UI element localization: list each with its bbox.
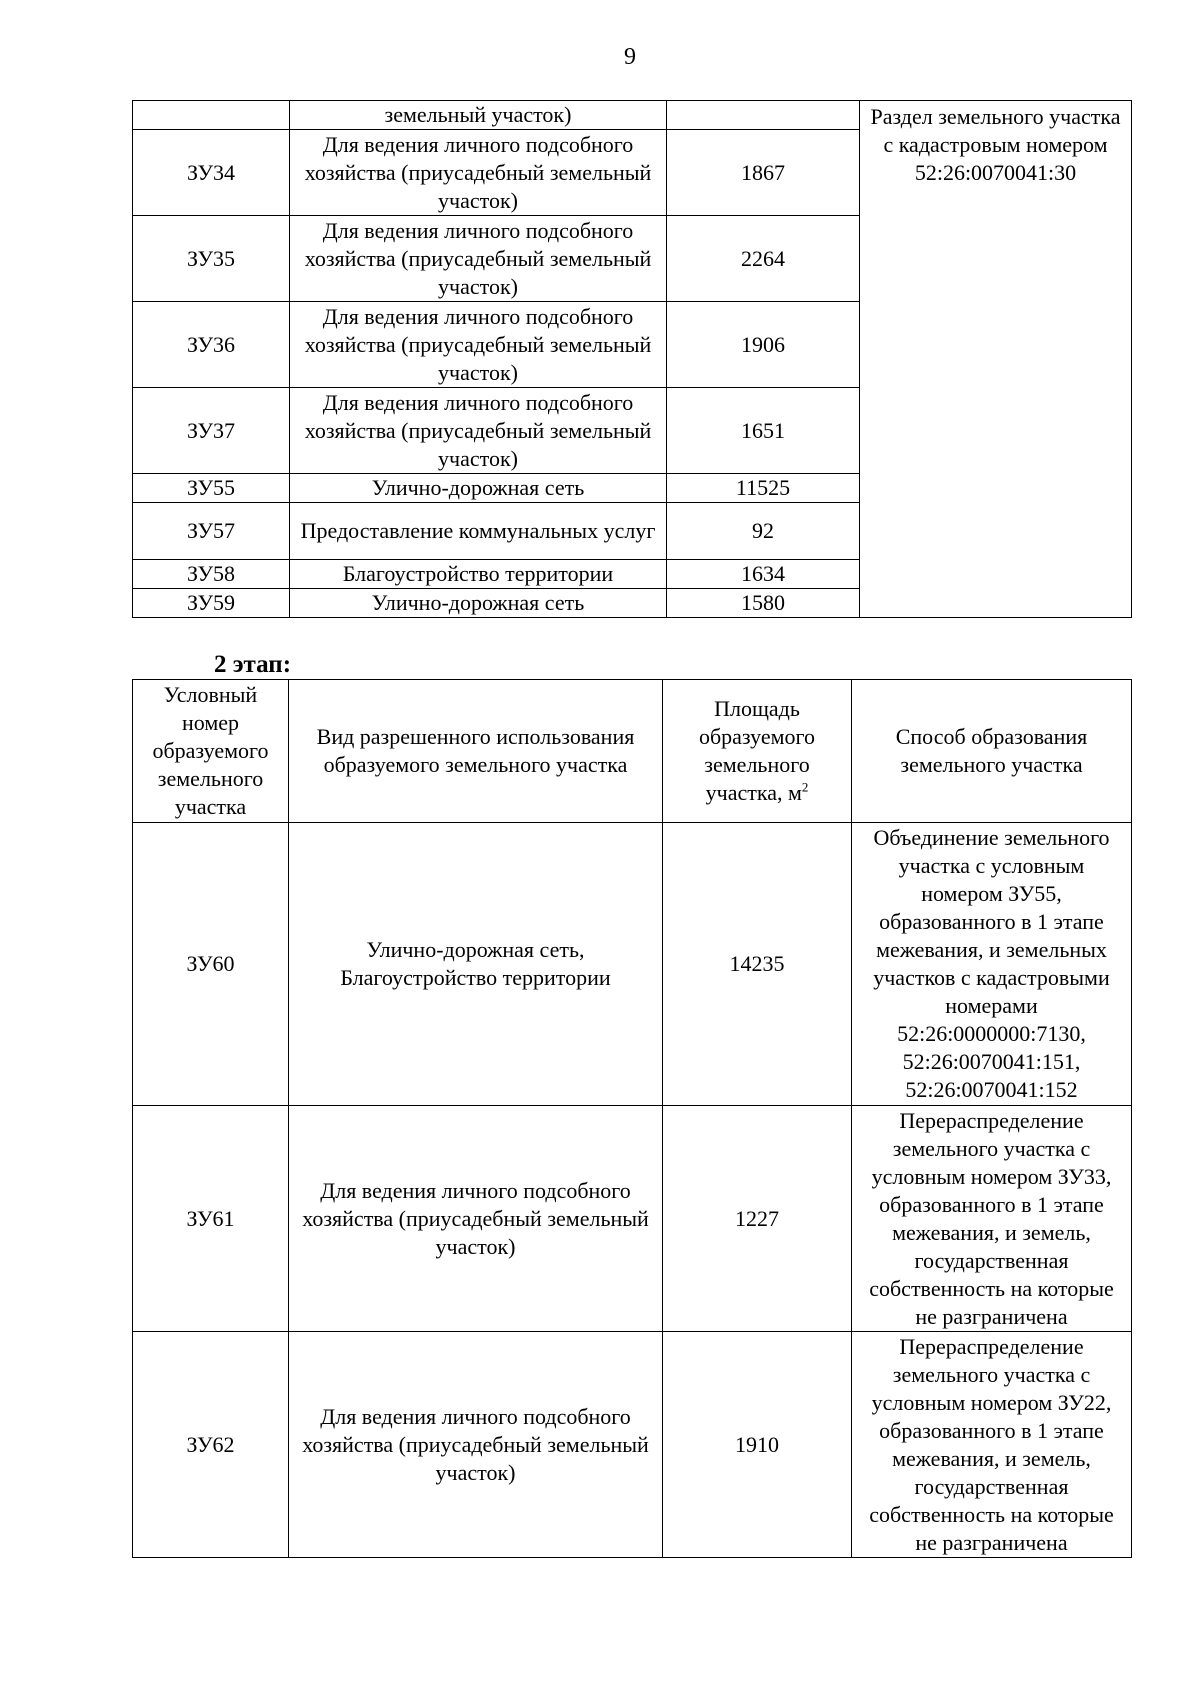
- header-use: Вид разрешенного использования образуемого земельного участка: [289, 680, 663, 823]
- header-area: [663, 680, 852, 823]
- cell-use: Улично-дорожная сеть: [290, 474, 667, 503]
- table-row: [133, 823, 1132, 1106]
- cell-id: ЗУ62: [133, 1332, 289, 1558]
- header-area-text: Площадь образуемого земельного участка, м: [698, 696, 816, 805]
- cell-use: Благоустройство территории: [290, 560, 667, 589]
- cell-id: ЗУ58: [133, 560, 290, 589]
- cell-area: 1634: [667, 560, 860, 589]
- cell-use: Улично-дорожная сеть, Благоустройство территории: [289, 823, 663, 1106]
- table-row: [133, 101, 1132, 130]
- cell-method: Объединение земельного участка с условным номером ЗУ55, образованного в 1 этапе межевания, и земельных участков с кадастровыми номерами 52:26:0000000:7130, 52:26:0070041:151, 52:26:0070041:152: [852, 823, 1132, 1106]
- cell-id: ЗУ57: [133, 503, 290, 560]
- page-number: 9: [624, 44, 636, 70]
- stage-title: 2 этап:: [214, 651, 292, 678]
- cell-use: Для ведения личного подсобного хозяйства (приусадебный земельный участок): [290, 388, 667, 474]
- cell-area: 11525: [667, 474, 860, 503]
- cell-area: 1651: [667, 388, 860, 474]
- cell-id: [133, 101, 290, 130]
- cell-use: Для ведения личного подсобного хозяйства (приусадебный земельный участок): [290, 216, 667, 302]
- cell-area: 1906: [667, 302, 860, 388]
- table-row: [133, 1106, 1132, 1332]
- table-header-row: [133, 680, 1132, 823]
- cell-id: ЗУ37: [133, 388, 290, 474]
- cell-area: 1227: [663, 1106, 852, 1332]
- cell-id: ЗУ60: [133, 823, 289, 1106]
- cell-id: ЗУ61: [133, 1106, 289, 1332]
- cell-id: ЗУ36: [133, 302, 290, 388]
- cell-id: ЗУ35: [133, 216, 290, 302]
- table-row: [133, 1332, 1132, 1558]
- header-id: Условный номер образуемого земельного участка: [133, 680, 289, 823]
- cell-use: Для ведения личного подсобного хозяйства (приусадебный земельный участок): [290, 130, 667, 216]
- cell-method: Раздел земельного участка с кадастровым номером 52:26:0070041:30: [860, 101, 1132, 618]
- cell-use: земельный участок): [290, 101, 667, 130]
- cell-method: Перераспределение земельного участка с условным номером ЗУ22, образованного в 1 этапе межевания, и земель, государственная собственность на которые не разграничена: [852, 1332, 1132, 1558]
- cell-use: Для ведения личного подсобного хозяйства (приусадебный земельный участок): [289, 1332, 663, 1558]
- stage2-table: [132, 679, 1132, 1558]
- header-area-sup: 2: [801, 779, 809, 795]
- cell-area: [667, 101, 860, 130]
- cell-area: 14235: [663, 823, 852, 1106]
- cell-area: 1867: [667, 130, 860, 216]
- cell-use: Для ведения личного подсобного хозяйства (приусадебный земельный участок): [289, 1106, 663, 1332]
- cell-area: 92: [667, 503, 860, 560]
- cell-method: Перераспределение земельного участка с условным номером ЗУ33, образованного в 1 этапе межевания, и земель, государственная собственность на которые не разграничена: [852, 1106, 1132, 1332]
- cell-use: Для ведения личного подсобного хозяйства (приусадебный земельный участок): [290, 302, 667, 388]
- cell-area: 1580: [667, 589, 860, 618]
- header-method: Способ образования земельного участка: [852, 680, 1132, 823]
- cell-id: ЗУ55: [133, 474, 290, 503]
- cell-use: Предоставление коммунальных услуг: [290, 503, 667, 560]
- cell-use: Улично-дорожная сеть: [290, 589, 667, 618]
- stage1-continuation-table: [132, 100, 1132, 618]
- cell-id: ЗУ59: [133, 589, 290, 618]
- cell-area: 1910: [663, 1332, 852, 1558]
- cell-id: ЗУ34: [133, 130, 290, 216]
- cell-area: 2264: [667, 216, 860, 302]
